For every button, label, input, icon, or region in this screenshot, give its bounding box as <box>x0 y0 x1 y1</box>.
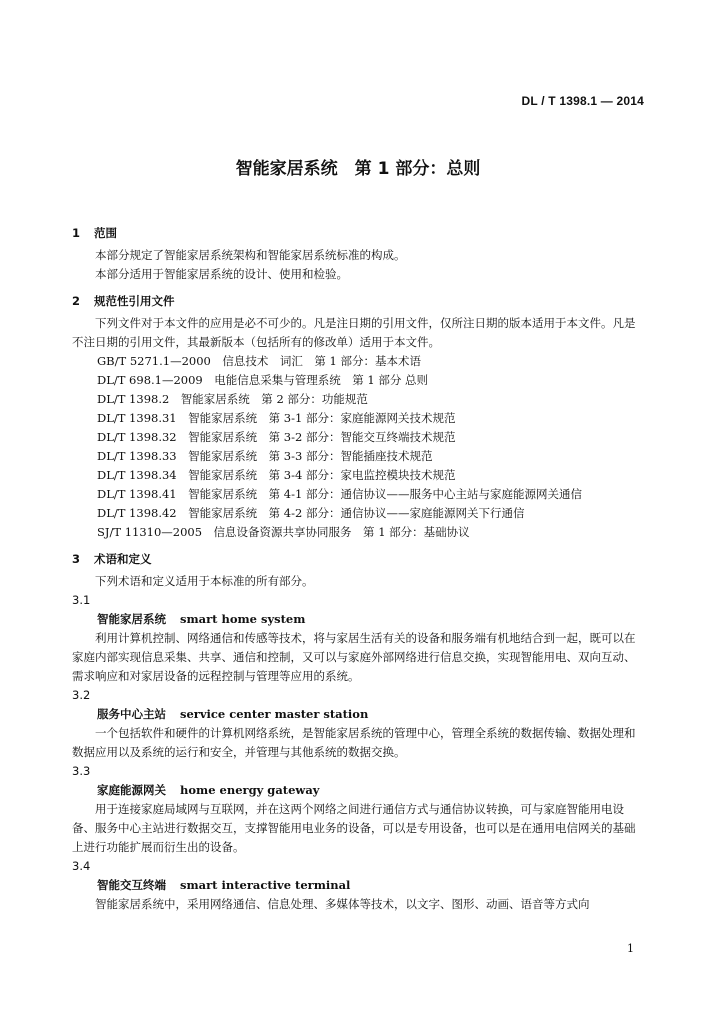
term-name-en: smart interactive terminal <box>180 878 351 892</box>
term-number: 3.4 <box>72 859 91 873</box>
paragraph: 下列术语和定义适用于本标准的所有部分。 <box>95 574 314 588</box>
term-definition: 用于连接家庭局域网与互联网，并在这两个网络之间进行通信方式与通信协议转换，可与家庭智能用电设备、服务中心主站进行数据交互，支撑智能用电业务的设备，可以是专用设备，也可以是在通用电信网关的基础上进行功能扩展而衍生出的设备。 <box>72 802 636 854</box>
reference-item: DL/T 1398.31 智能家居系统 第 3-1 部分：家庭能源网关技术规范 <box>97 411 456 425</box>
term-number: 3.1 <box>72 593 91 607</box>
term-name-en: home energy gateway <box>180 783 320 797</box>
term-name-zh: 智能家居系统 <box>97 612 166 626</box>
section-number: 3 <box>72 552 81 566</box>
term-definition: 利用计算机控制、网络通信和传感等技术，将与家居生活有关的设备和服务端有机地结合到一起，既可以在家庭内部实现信息采集、共享、通信和控制，又可以与家庭外部网络进行信息交换，实现智能用电、双向互动、需求响应和对家居设备的远程控制与管理等应用的系统。 <box>72 631 636 683</box>
standard-code: DL / T 1398.1 — 2014 <box>521 94 644 108</box>
reference-item: DL/T 1398.42 智能家居系统 第 4-2 部分：通信协议——家庭能源网关下行通信 <box>97 506 525 520</box>
term-name <box>72 705 644 724</box>
section-title: 范围 <box>94 226 117 240</box>
reference-item: SJ/T 11310—2005 信息设备资源共享协同服务 第 1 部分：基础协议 <box>97 525 470 539</box>
term-name-zh: 家庭能源网关 <box>97 783 166 797</box>
term-number: 3.3 <box>72 764 91 778</box>
section-2-heading <box>72 292 644 310</box>
section-3-heading <box>72 550 644 568</box>
term-definition: 智能家居系统中，采用网络通信、信息处理、多媒体等技术，以文字、图形、动画、语音等方式向 <box>95 897 590 911</box>
reference-item: DL/T 1398.33 智能家居系统 第 3-3 部分：智能插座技术规范 <box>97 449 433 463</box>
reference-item: GB/T 5271.1—2000 信息技术 词汇 第 1 部分：基本术语 <box>97 354 421 368</box>
reference-item: DL/T 1398.34 智能家居系统 第 3-4 部分：家电监控模块技术规范 <box>97 468 456 482</box>
term-name-zh: 智能交互终端 <box>97 878 166 892</box>
term-name <box>72 781 644 800</box>
term-name <box>72 876 644 895</box>
paragraph: 下列文件对于本文件的应用是必不可少的。凡是注日期的引用文件，仅所注日期的版本适用于本文件。凡是不注日期的引用文件，其最新版本（包括所有的修改单）适用于本文件。 <box>72 316 636 349</box>
term-name-zh: 服务中心主站 <box>97 707 166 721</box>
section-title: 术语和定义 <box>94 552 152 566</box>
term-name <box>72 610 644 629</box>
reference-item: DL/T 1398.32 智能家居系统 第 3-2 部分：智能交互终端技术规范 <box>97 430 456 444</box>
reference-item: DL/T 1398.2 智能家居系统 第 2 部分：功能规范 <box>97 392 368 406</box>
term-definition: 一个包括软件和硬件的计算机网络系统，是智能家居系统的管理中心，管理全系统的数据传输、数据处理和数据应用以及系统的运行和安全，并管理与其他系统的数据交换。 <box>72 726 636 759</box>
reference-item: DL/T 698.1—2009 电能信息采集与管理系统 第 1 部分 总则 <box>97 373 429 387</box>
page-number: 1 <box>627 942 634 955</box>
term-name-en: service center master station <box>180 707 369 721</box>
paragraph: 本部分规定了智能家居系统架构和智能家居系统标准的构成。 <box>95 248 406 262</box>
term-number: 3.2 <box>72 688 91 702</box>
paragraph: 本部分适用于智能家居系统的设计、使用和检验。 <box>95 267 348 281</box>
reference-item: DL/T 1398.41 智能家居系统 第 4-1 部分：通信协议——服务中心主站与家庭能源网关通信 <box>97 487 582 501</box>
section-title: 规范性引用文件 <box>94 294 175 308</box>
section-number: 1 <box>72 226 81 240</box>
section-1-heading <box>72 224 644 242</box>
section-number: 2 <box>72 294 81 308</box>
document-title: 智能家居系统 第 1 部分：总则 <box>235 159 481 179</box>
term-name-en: smart home system <box>180 612 306 626</box>
document-body <box>72 224 644 914</box>
